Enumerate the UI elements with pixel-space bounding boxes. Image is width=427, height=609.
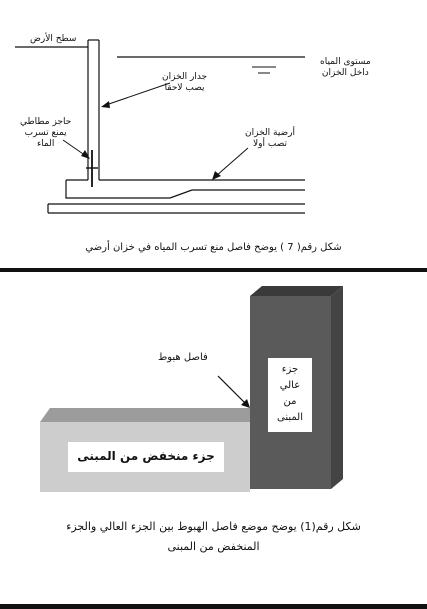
tank-floor-label-line2: تصب أولا bbox=[253, 139, 288, 149]
water-level-label bbox=[320, 57, 371, 79]
high-part-label-line1: جزء bbox=[281, 364, 299, 375]
tank-wall-label-line2: يصب لاحقا bbox=[164, 83, 205, 93]
rubber-barrier-arrowhead bbox=[81, 150, 90, 159]
rubber-barrier-label bbox=[20, 117, 71, 150]
rubber-barrier-label-line1: حاجز مطاطي bbox=[20, 117, 72, 127]
high-part-label bbox=[268, 362, 312, 426]
tank-wall-arrow bbox=[106, 83, 170, 105]
low-block-top-face bbox=[40, 408, 250, 422]
high-block-top-face bbox=[250, 286, 343, 296]
rubber-barrier-label-line3: الماء bbox=[36, 139, 55, 149]
high-part-label-line2: عالي bbox=[279, 380, 301, 391]
tank-floor-arrow bbox=[216, 148, 248, 176]
settlement-joint-diagram bbox=[0, 274, 427, 609]
settlement-joint-label: فاصل هبوط bbox=[158, 352, 208, 363]
high-part-label-line3: من bbox=[283, 396, 297, 407]
water-level-label-line1: مستوى المياه bbox=[320, 57, 371, 67]
water-level-label-line2: داخل الخزان bbox=[321, 68, 369, 78]
tank-wall-arrowhead bbox=[101, 101, 110, 108]
figure-7-caption: شكل رقم( 7 ) يوضح فاصل منع تسرب المياه في خزان أرضي bbox=[85, 242, 342, 253]
settlement-joint-drawing bbox=[0, 274, 427, 609]
footing-outline bbox=[66, 180, 305, 198]
panel-separator bbox=[0, 268, 427, 272]
ground-surface-label: سطح الأرض bbox=[30, 34, 77, 44]
figure-1-caption-line2: المنخفض من المبنى bbox=[167, 540, 260, 553]
tank-floor-label-line1: أرضية الخزان bbox=[245, 128, 296, 138]
tank-wall-label-line1: جدار الخزان bbox=[162, 72, 208, 82]
figure-1-caption-line1: شكل رقم(1) يوضح موضع فاصل الهبوط بين الجزء العالي والجزء bbox=[66, 520, 361, 533]
low-part-label: جزء منخفض من المبنى bbox=[77, 449, 215, 463]
tank-wall-label bbox=[162, 72, 207, 94]
tank-seal-diagram bbox=[0, 0, 427, 268]
settlement-joint-arrow bbox=[218, 376, 246, 404]
high-block-side-face bbox=[331, 286, 343, 489]
high-part-label-line4: المبنى bbox=[277, 412, 303, 423]
bottom-edge-bar bbox=[0, 604, 427, 609]
rubber-barrier-label-line2: يمنع تسرب bbox=[24, 128, 67, 138]
tank-floor-label bbox=[245, 128, 295, 150]
